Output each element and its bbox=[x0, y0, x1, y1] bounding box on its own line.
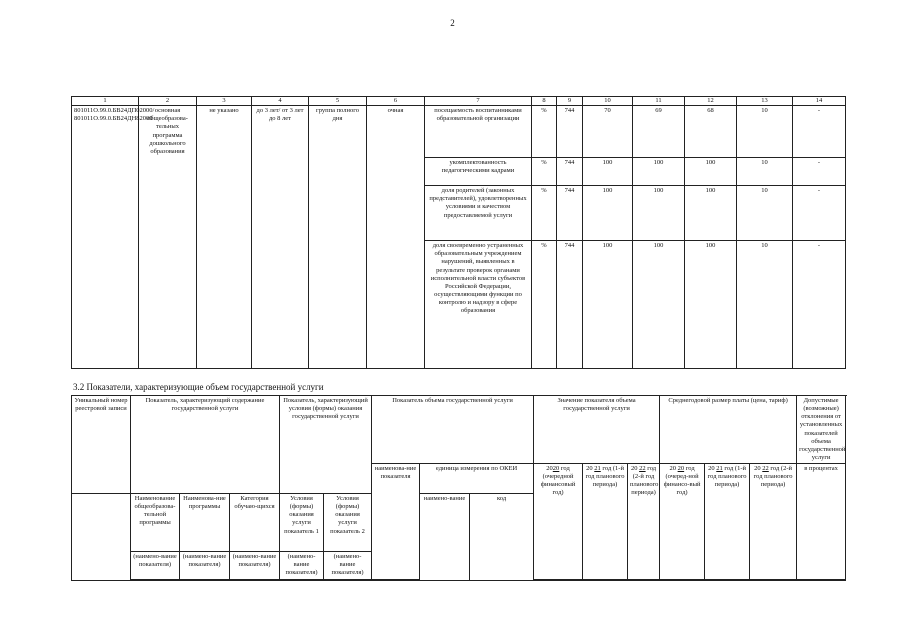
col-number: 5 bbox=[309, 97, 367, 106]
indicator-okei: 744 bbox=[557, 106, 583, 158]
col-number: 8 bbox=[532, 97, 557, 106]
header-unit-name: наимено-вание bbox=[420, 494, 470, 581]
sub-header: (наимено-вание показателя) bbox=[131, 552, 180, 580]
indicator-value: 70 bbox=[583, 106, 633, 158]
header-program: Наименова-ние программы bbox=[180, 494, 230, 552]
col-number: 9 bbox=[557, 97, 583, 106]
indicator-name: посещаемость воспитанниками образовательной организации bbox=[425, 106, 532, 158]
header-category: Категория обучаю-щихся bbox=[230, 494, 280, 552]
indicator-okei: 744 bbox=[557, 241, 583, 369]
header-volume: Показатель объема государственной услуги bbox=[372, 396, 534, 464]
header-fee-plan1: 20 21 год (1-й год планового периода) bbox=[705, 464, 750, 580]
indicator-okei: 744 bbox=[557, 158, 583, 186]
header-deviation: Допустимые (возможные) отклонения от установленных показателей объема государственной услуги bbox=[797, 396, 846, 464]
indicator-value: 100 bbox=[633, 158, 685, 186]
indicator-value: 68 bbox=[685, 106, 737, 158]
col-number: 13 bbox=[737, 97, 793, 106]
sub-header: (наимено-вание показателя) bbox=[230, 552, 280, 580]
volume-indicators-table bbox=[71, 395, 846, 581]
cell-empty bbox=[131, 580, 372, 581]
section-title: 3.2 Показатели, характеризующие объем государственной услуги bbox=[73, 382, 324, 392]
header-unique-number: Уникальный номер реестровой записи bbox=[72, 396, 131, 494]
indicator-deviation: 10 bbox=[737, 158, 793, 186]
col-number: 10 bbox=[583, 97, 633, 106]
indicator-unit: % bbox=[532, 158, 557, 186]
header-content: Показатель, характеризующий содержание государственной услуги bbox=[131, 396, 280, 494]
page-number: 2 bbox=[450, 18, 455, 28]
header-unit-code: код bbox=[470, 494, 534, 581]
indicator-abs: - bbox=[793, 241, 846, 369]
indicator-value: 100 bbox=[685, 158, 737, 186]
header-year-current: 2020 год (очередной финансовый год) bbox=[534, 464, 583, 580]
stay-group: группа полного дня bbox=[309, 106, 367, 369]
header-year-plan1: 20 21 год (1-й год планового периода) bbox=[583, 464, 628, 580]
indicator-deviation: 10 bbox=[737, 106, 793, 158]
indicator-name: укомплектованность педагогическими кадрами bbox=[425, 158, 532, 186]
header-program-name: Наименование общеобразова-тельной программы bbox=[131, 494, 180, 552]
indicator-value: 100 bbox=[583, 186, 633, 241]
header-percent: в процентах bbox=[797, 464, 846, 580]
table-row bbox=[72, 106, 846, 158]
col-number: 12 bbox=[685, 97, 737, 106]
education-form: очная bbox=[367, 106, 425, 369]
indicator-deviation: 10 bbox=[737, 186, 793, 241]
indicator-okei: 744 bbox=[557, 186, 583, 241]
indicator-abs: - bbox=[793, 106, 846, 158]
header-fee-current: 20 20 год (очеред-ной финансо-вый год) bbox=[660, 464, 705, 580]
sub-header: (наимено-вание показателя) bbox=[280, 552, 324, 580]
sub-header: (наимено-вание показателя) bbox=[180, 552, 230, 580]
header-condition-1: Условия (формы) оказания услуги показатель 1 bbox=[280, 494, 324, 552]
indicator-abs: - bbox=[793, 186, 846, 241]
col-number: 6 bbox=[367, 97, 425, 106]
indicator-deviation: 10 bbox=[737, 241, 793, 369]
indicator-unit: % bbox=[532, 241, 557, 369]
indicator-name: доля родителей (законных представителей), удовлетворенных условиями и качеством предоставляемой услуги bbox=[425, 186, 532, 241]
col-number: 7 bbox=[425, 97, 532, 106]
indicator-value: 100 bbox=[583, 241, 633, 369]
col-number: 1 bbox=[72, 97, 139, 106]
indicator-value: 100 bbox=[685, 241, 737, 369]
col-number: 4 bbox=[252, 97, 309, 106]
indicator-unit: % bbox=[532, 106, 557, 158]
student-age: до 3 лет/ от 3 лет до 8 лет bbox=[252, 106, 309, 369]
indicator-value: 100 bbox=[633, 241, 685, 369]
col-number: 3 bbox=[197, 97, 252, 106]
col-number: 11 bbox=[633, 97, 685, 106]
header-unit: единица измерения по ОКЕИ bbox=[420, 464, 534, 494]
col-number: 2 bbox=[139, 97, 197, 106]
indicator-value: 69 bbox=[633, 106, 685, 158]
header-year-plan2: 20 22 год (2-й год планового периода) bbox=[628, 464, 660, 580]
indicator-value: 100 bbox=[583, 158, 633, 186]
indicator-value: 100 bbox=[685, 186, 737, 241]
header-conditions: Показатель, характеризующий условия (формы) оказания государственной услуги bbox=[280, 396, 372, 494]
indicator-value: 100 bbox=[633, 186, 685, 241]
program-content: основная общеобразова-тельных программа дошкольного образования bbox=[139, 106, 197, 369]
indicator-unit: % bbox=[532, 186, 557, 241]
header-fee: Среднегодовой размер платы (цена, тариф) bbox=[660, 396, 797, 464]
sub-header: (наимено-вание показателя) bbox=[324, 552, 372, 580]
col-number: 14 bbox=[793, 97, 846, 106]
header-value: Значение показателя объема государственной услуги bbox=[534, 396, 660, 464]
header-volume-name: наименова-ние показателя bbox=[372, 464, 420, 580]
indicator-name: доля своевременно устраненных образовательным учреждением нарушений, выявленных в результате проверок органами исполнительной власти субъектов Российской Федерации, осуществляющими функции по контролю и надзору в сфере образования bbox=[425, 241, 532, 369]
cell-empty bbox=[72, 494, 131, 581]
registry-code: 801011О.99.0.БВ24ДП02000/ 801011О.99.0.БВ24ДН82000 bbox=[72, 106, 139, 369]
cell-empty bbox=[372, 580, 846, 581]
indicator-abs: - bbox=[793, 158, 846, 186]
header-condition-2: Условия (формы) оказания услуги показатель 2 bbox=[324, 494, 372, 552]
student-category: не указано bbox=[197, 106, 252, 369]
header-fee-plan2: 20 22 год (2-й год планового периода) bbox=[750, 464, 797, 580]
quality-indicators-table bbox=[71, 96, 846, 369]
